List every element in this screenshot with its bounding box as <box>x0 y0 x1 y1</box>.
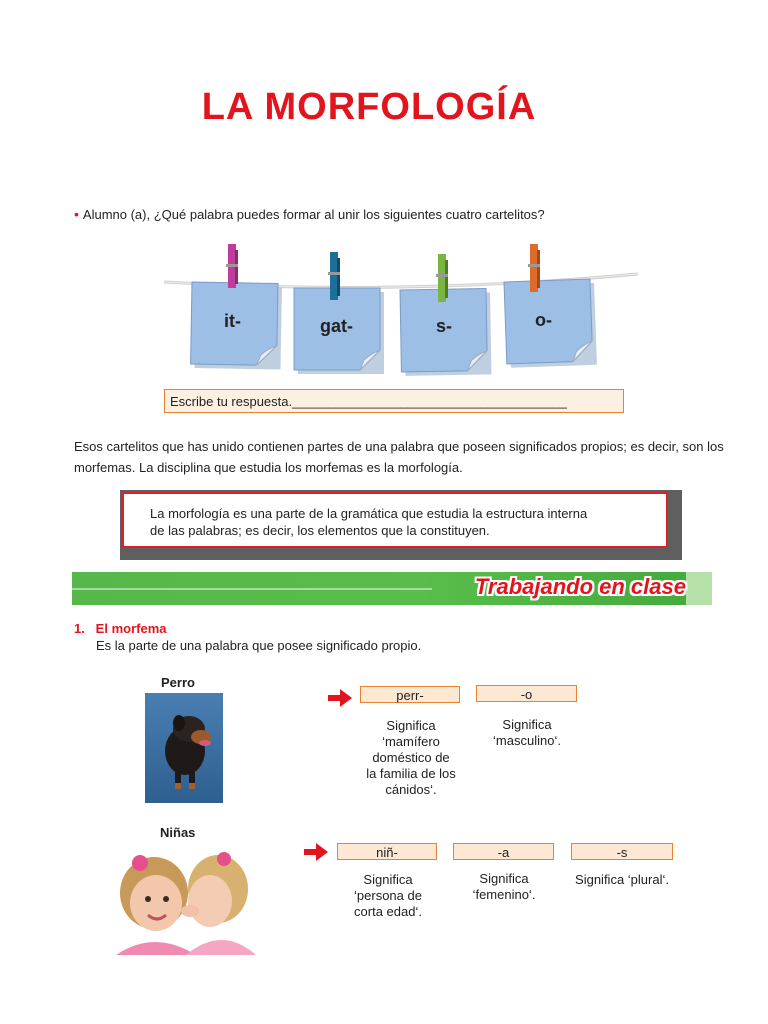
meaning-a: Significa ‘femenino‘. <box>472 871 536 902</box>
bullet-icon: • <box>74 206 79 222</box>
arrow-right-icon <box>328 689 352 707</box>
answer-field[interactable]: Escribe tu respuesta.______________________________________ <box>164 389 624 413</box>
example-word-perro: Perro <box>161 675 195 690</box>
question-label: Alumno (a), ¿Qué palabra puedes formar al unir los siguientes cuatro cartelitos? <box>82 207 545 222</box>
arrow-right-icon <box>304 843 328 861</box>
clothespin-icon-1 <box>226 244 238 288</box>
card-text-3: s- <box>436 316 453 336</box>
morpheme-o: -o <box>476 685 577 702</box>
intro-paragraph: Esos cartelitos que has unido contienen partes de una palabra que poseen significados propios; es decir, son los morfemas. La disciplina que estudia los morfemas es la morfología. <box>74 439 724 475</box>
card-text-1: it- <box>224 311 241 331</box>
definition-line-1: La morfología es una parte de la gramática que estudia la estructura interna <box>150 506 588 521</box>
card-text-2: gat- <box>320 316 353 336</box>
morpheme-a: -a <box>453 843 554 860</box>
question-text <box>74 206 545 222</box>
banner-title: Trabajando en clase <box>474 574 686 599</box>
dog-photo <box>145 693 223 803</box>
morpheme-s: -s <box>571 843 673 860</box>
girls-photo <box>106 845 258 955</box>
meaning-s: Significa ‘plural‘. <box>575 872 669 887</box>
section-banner <box>72 572 712 606</box>
definition-line-2: de las palabras; es decir, los elementos que la constituyen. <box>150 523 490 538</box>
meaning-nin: Significa ‘persona de corta edad‘. <box>354 872 422 919</box>
morpheme-perr: perr- <box>360 686 460 703</box>
example-word-ninas: Niñas <box>160 825 196 840</box>
card-text-4: o- <box>535 310 552 330</box>
section-description: Es la parte de una palabra que posee significado propio. <box>96 638 422 653</box>
morpheme-nin: niñ- <box>337 843 437 860</box>
page-title: LA MORFOLOGÍA <box>201 86 537 128</box>
section-heading: 1. El morfema <box>74 621 167 636</box>
meaning-o: Significa ‘masculino‘. <box>493 717 561 748</box>
meaning-perr: Significa ‘mamífero doméstico de la familia de los cánidos‘. <box>366 718 456 797</box>
clothesline-illustration <box>160 240 640 380</box>
definition-box <box>122 492 668 548</box>
